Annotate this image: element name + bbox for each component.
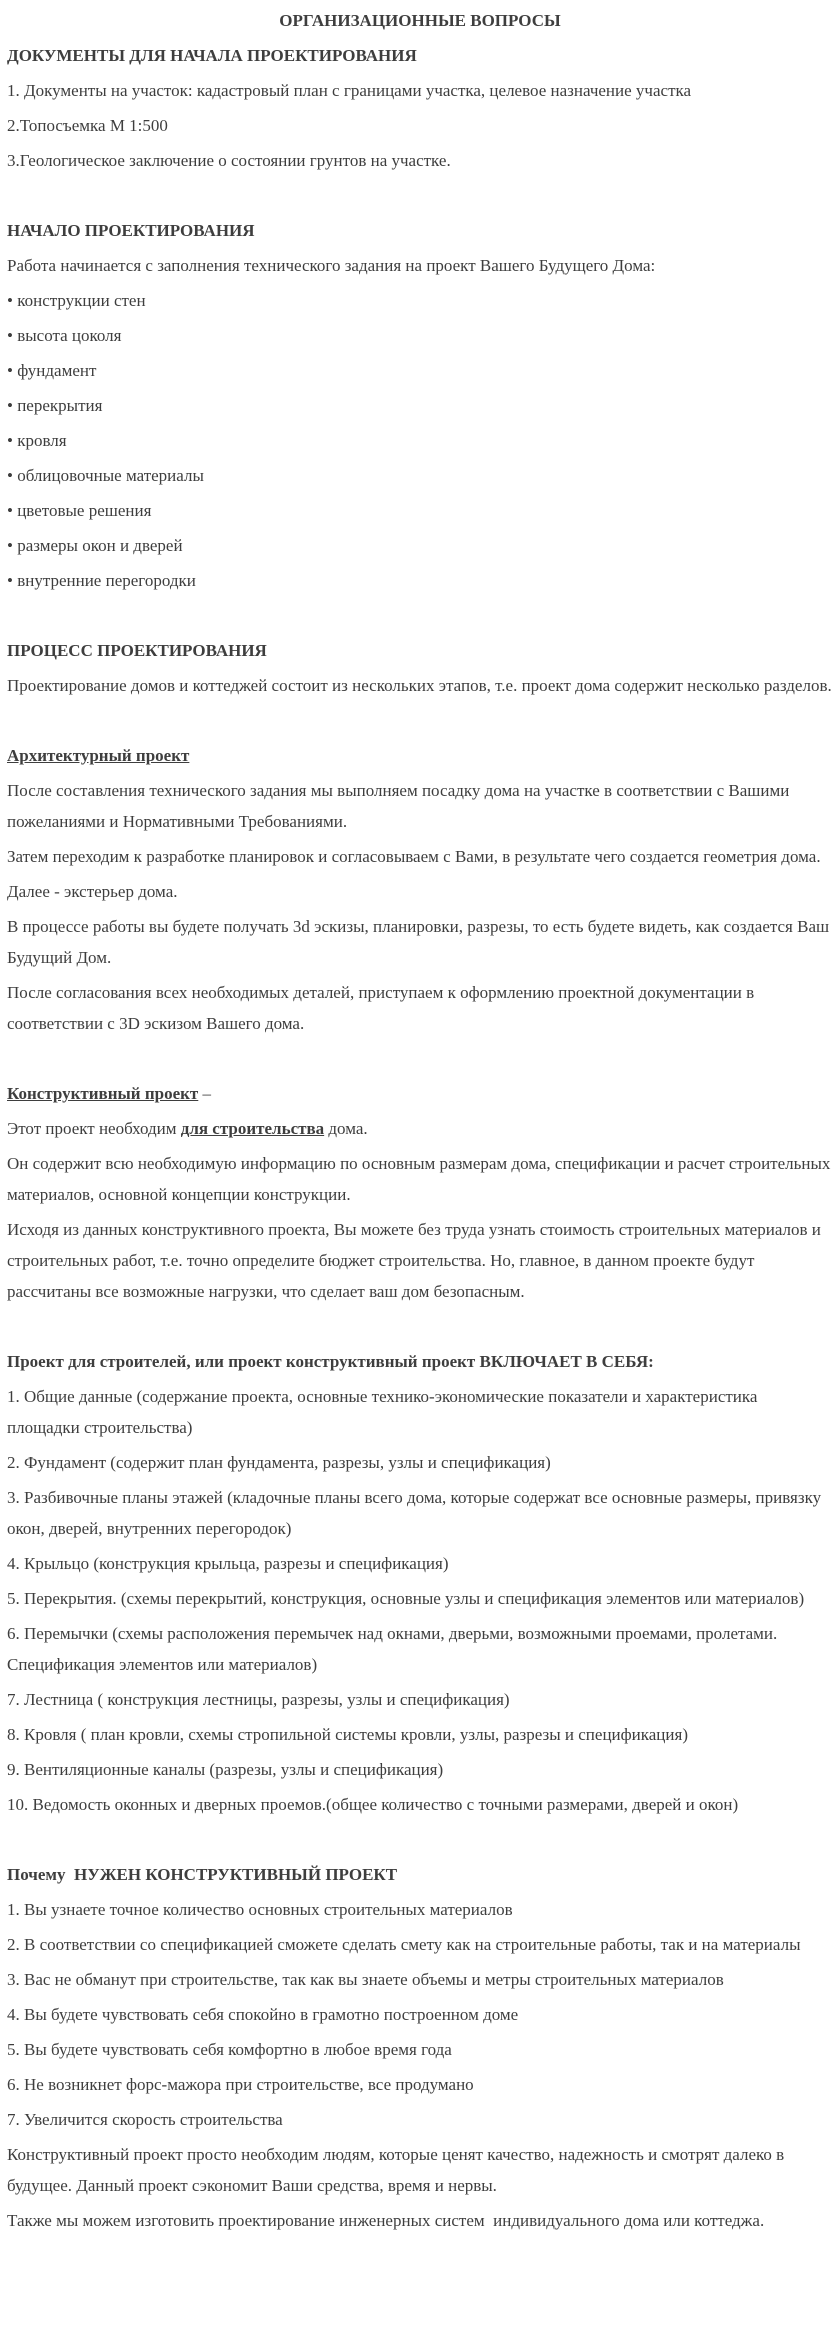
includes-item-7: 7. Лестница ( конструкция лестницы, разрезы, узлы и спецификация) [7,1690,510,1709]
need-prefix: Этот проект необходим [7,1119,181,1138]
architectural-paragraph-2: Затем переходим к разработке планировок и согласовываем с Вами, в результате чего создается геометрия дома. [7,847,821,866]
section-gap [7,1824,833,1855]
need-suffix: дома. [324,1119,368,1138]
bullet-item-6: • облицовочные материалы [7,466,204,485]
why-paragraph-1: Конструктивный проект просто необходим людям, которые ценят качество, надежность и смотрят далеко в будущее. Данный проект сэкономит Ваши средства, время и нервы. [7,2145,789,2195]
architectural-paragraph-3: Далее - экстерьер дома. [7,882,178,901]
heading-constructive-label: Конструктивный проект [7,1084,199,1103]
bullet-item-7: • цветовые решения [7,501,152,520]
heading-architectural-label: Архитектурный проект [7,746,190,765]
why-item-7: 7. Увеличится скорость строительства [7,2110,283,2129]
bullet-item-4: • перекрытия [7,396,103,415]
why-item-1: 1. Вы узнаете точное количество основных строительных материалов [7,1900,513,1919]
section-gap [7,180,833,211]
includes-item-1: 1. Общие данные (содержание проекта, основные технико-экономические показатели и характеристика площадки строительства) [7,1387,762,1437]
architectural-paragraph-5: После согласования всех необходимых деталей, приступаем к оформлению проектной документации в соответствии с 3D эскизом Вашего дома. [7,983,759,1033]
why-item-6: 6. Не возникнет форс-мажора при строительстве, все продумано [7,2075,474,2094]
bullet-item-2: • высота цоколя [7,326,122,345]
includes-item-4: 4. Крыльцо (конструкция крыльца, разрезы и спецификация) [7,1554,449,1573]
section-gap [7,1043,833,1074]
why-paragraph-2: Также мы можем изготовить проектирование инженерных систем индивидуального дома или коттеджа. [7,2211,765,2230]
heading-why: Почему НУЖЕН КОНСТРУКТИВНЫЙ ПРОЕКТ [7,1865,398,1884]
start-intro: Работа начинается с заполнения технического задания на проект Вашего Будущего Дома: [7,256,656,275]
documents-item-2: 2.Топосъемка М 1:500 [7,116,168,135]
section-gap [7,600,833,631]
includes-item-3: 3. Разбивочные планы этажей (кладочные планы всего дома, которые содержат все основные размеры, привязку окон, дверей, внутренних перегородок) [7,1488,826,1538]
heading-process: ПРОЦЕСС ПРОЕКТИРОВАНИЯ [7,641,267,660]
architectural-paragraph-4: В процессе работы вы будете получать 3d эскизы, планировки, разрезы, то есть будете видеть, как создается Ваш Будущий Дом. [7,917,834,967]
document-page [7,5,833,2236]
constructive-need-sentence [7,1113,833,1144]
why-item-5: 5. Вы будете чувствовать себя комфортно в любое время года [7,2040,452,2059]
bullet-item-8: • размеры окон и дверей [7,536,183,555]
why-item-4: 4. Вы будете чувствовать себя спокойно в грамотно построенном доме [7,2005,519,2024]
bullet-item-1: • конструкции стен [7,291,146,310]
bullet-item-5: • кровля [7,431,67,450]
need-emphasis: для строительства [180,1119,325,1138]
includes-item-5: 5. Перекрытия. (схемы перекрытий, конструкция, основные узлы и спецификация элементов или материалов) [7,1589,805,1608]
section-gap [7,705,833,736]
heading-start: НАЧАЛО ПРОЕКТИРОВАНИЯ [7,221,255,240]
heading-architectural [7,740,833,771]
heading-constructive-dash: – [198,1084,212,1103]
documents-item-3: 3.Геологическое заключение о состоянии грунтов на участке. [7,151,451,170]
heading-documents: ДОКУМЕНТЫ ДЛЯ НАЧАЛА ПРОЕКТИРОВАНИЯ [7,46,417,65]
includes-item-6: 6. Перемычки (схемы расположения перемычек над окнами, дверьми, возможными проемами, пролетами. Спецификация элементов или материалов) [7,1624,782,1674]
why-item-2: 2. В соответствии со спецификацией сможете сделать смету как на строительные работы, так и на материалы [7,1935,801,1954]
includes-item-10: 10. Ведомость оконных и дверных проемов.(общее количество с точными размерами, дверей и окон) [7,1795,739,1814]
heading-constructive [7,1078,833,1109]
documents-item-1: 1. Документы на участок: кадастровый план с границами участка, целевое назначение участка [7,81,692,100]
bullet-item-9: • внутренние перегородки [7,571,196,590]
process-intro: Проектирование домов и коттеджей состоит из нескольких этапов, т.е. проект дома содержит несколько разделов. [7,676,832,695]
architectural-paragraph-1: После составления технического задания мы выполняем посадку дома на участке в соответствии с Вашими пожеланиями и Нормативными Требованиями. [7,781,794,831]
includes-item-8: 8. Кровля ( план кровли, схемы стропильной системы кровли, узлы, разрезы и спецификация) [7,1725,688,1744]
includes-item-2: 2. Фундамент (содержит план фундамента, разрезы, узлы и спецификация) [7,1453,551,1472]
constructive-paragraph-1: Он содержит всю необходимую информацию по основным размерам дома, спецификации и расчет строительных материалов, основной концепции конструкции. [7,1154,835,1204]
includes-item-9: 9. Вентиляционные каналы (разрезы, узлы и спецификация) [7,1760,444,1779]
bullet-item-3: • фундамент [7,361,97,380]
constructive-paragraph-2: Исходя из данных конструктивного проекта, Вы можете без труда узнать стоимость строительных материалов и строительных работ, т.е. точно определите бюджет строительства. Но, главное, в данном проекте будут рассчитаны все возможные нагрузки, что сделает ваш дом безопасным. [7,1220,826,1301]
page-title: ОРГАНИЗАЦИОННЫЕ ВОПРОСЫ [279,11,561,30]
section-gap [7,1311,833,1342]
heading-includes: Проект для строителей, или проект конструктивный проект ВКЛЮЧАЕТ В СЕБЯ: [7,1352,654,1371]
why-item-3: 3. Вас не обманут при строительстве, так как вы знаете объемы и метры строительных материалов [7,1970,724,1989]
